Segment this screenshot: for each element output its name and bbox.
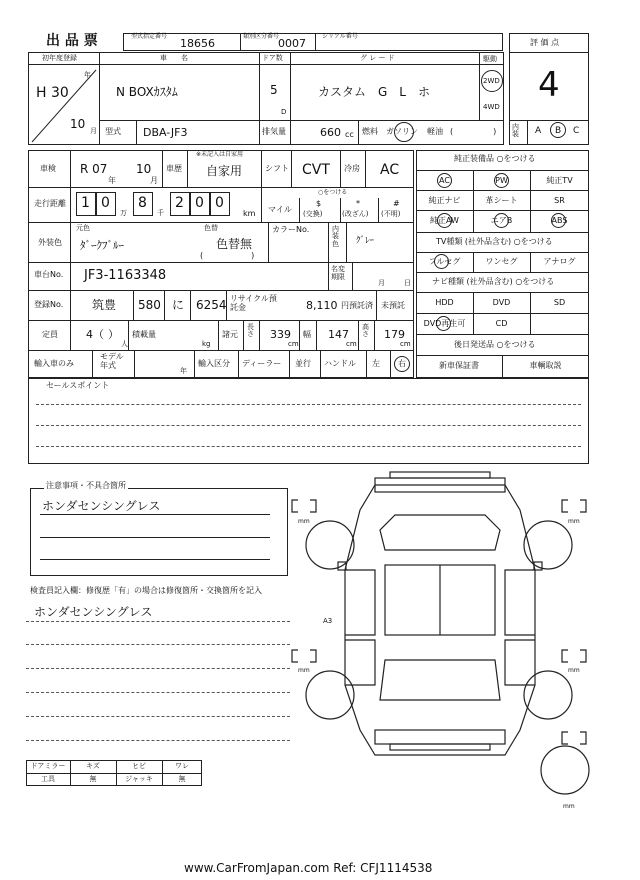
equip-airbag-circle [494,213,509,228]
parallel-label: 並行 [295,359,311,368]
length-label: 長さ [247,323,254,339]
width-unit: cm [346,340,357,348]
class-no: 0007 [278,37,306,50]
navi-title: ナビ種類 (社外品含む) ○をつける [432,277,555,286]
legend-tools: 工具 [41,775,55,783]
navi-dvd-play-circle [436,316,451,331]
color-change: 色替無 [216,237,253,251]
tampered-label: (改ざん) [342,210,369,218]
ac-label: 冷房 [344,164,360,173]
equip-ac: AC [439,176,450,185]
diagram-mark-a3: A3 [323,617,333,625]
recycle-status: 未預託 [381,301,405,310]
mm-unit-front-right: mm [568,518,580,525]
tv-fullseg: フルセグ [428,257,461,266]
name-label: 車 名 [160,54,188,62]
navi-hdd: HDD [435,298,454,307]
mileage-digit-4-value: 2 [175,195,184,211]
legend-jack-value: 無 [178,775,186,783]
height-value: 179 [384,328,405,341]
usage-label: 車歴 [166,164,182,173]
color-change-paren: ( ) [200,251,255,260]
year-unit: 年 [84,71,91,79]
fuel-diesel: 軽油 [427,127,443,136]
equip-abs: ABS [551,216,568,225]
navi-dvd: DVD [492,298,511,307]
usage-note: ※未記入は自家用 [196,151,244,158]
equip-aw: 純正AW [430,216,459,225]
footer-watermark: www.CarFromJapan.com Ref: CFJ1114538 [184,861,433,875]
legend-crack: ヒビ [132,762,146,770]
equip-ac-circle [437,173,452,188]
equip-abs-circle [551,213,566,228]
usage-value: 自家用 [206,164,243,178]
tv-fullseg-circle [434,254,449,269]
tv-analog: アナログ [543,257,576,266]
grade-value: カスタム G L ホ [318,85,430,99]
width-label: 幅 [303,330,311,339]
fuel-label: 燃料 [362,127,378,136]
interior-grade-a: A [535,126,542,136]
interior-label: 内装 [512,123,519,139]
handle-label: ハンドル [324,359,356,368]
capacity-paren: ） [108,328,119,341]
drive-2wd: 2WD [483,77,500,85]
model-value: DBA-JF3 [143,126,188,139]
shaken-month: 10 [136,162,152,176]
shaken-label: 車検 [40,164,56,173]
plate-class: 580 [138,298,161,312]
mileage-circle-note: ○をつける [318,189,348,196]
oem-title: 純正装備品 ○をつける [454,154,536,163]
name-change-month: 月 [378,279,385,287]
type-no: 18656 [180,37,215,50]
interior-grade-b: B [555,126,562,136]
capacity-unit: 人 [121,340,128,348]
door-count: 5 [270,83,278,97]
equip-aw-circle [437,213,452,228]
color-no-label: カラーNo. [272,225,310,234]
displacement-label: 排気量 [262,127,286,136]
type-no-label: 型式指定番号 [131,33,168,40]
dealer-label: ディーラー [242,359,282,368]
sales-point-box [28,378,589,464]
later-warranty: 新車保証書 [439,361,479,370]
handle-right-circle [394,356,410,372]
exterior-color: ﾀﾞｰｸﾌﾞﾙｰ [80,239,124,252]
car-damage-diagram [290,470,590,820]
equip-pw-circle [494,173,509,188]
shift-label: シフト [265,164,289,173]
interior-grade-c: C [573,126,580,136]
length-unit: cm [288,340,299,348]
original-color-label: 元色 [76,224,90,232]
dims-label: 諸元 [222,330,238,339]
km-unit: km [243,209,256,218]
navi-cd: CD [495,319,508,328]
handle-left: 左 [372,359,380,368]
import-type-label: 輸入区分 [198,359,230,368]
interior-color-label: 内装色 [332,225,339,248]
form-title: 出 品 票 [46,33,98,49]
legend-scratch: キズ [86,762,100,770]
recycle-suffix: 円預託済 [341,301,373,310]
tv-oneseg: ワンセグ [485,257,518,266]
equip-pw: PW [495,176,508,185]
exterior-label: 外装色 [38,238,62,247]
capacity-value: 4（ [86,328,104,341]
equip-leather: 革シート [485,196,518,205]
inspector-label: 検査員記入欄：修復歴「有」の場合は修復箇所・交換箇所を記入 [30,586,262,595]
recycle-label: リサイクル預託金 [230,294,277,313]
color-change-label: 色替 [204,224,218,232]
mileage-digit-5-value: 0 [195,195,204,211]
equip-navi: 純正ナビ [428,196,461,205]
name-change-label: 名変期限 [331,265,345,281]
tampered-symbol: * [356,199,360,208]
legend-jack: ジャッキ [125,775,153,783]
class-no-label: 類別区分番号 [243,33,280,40]
navi-sd: SD [553,298,566,307]
month-unit: 月 [90,127,97,135]
mm-unit-rear-right: mm [568,667,580,674]
later-title: 後日発送品 ○をつける [454,340,536,349]
equip-airbag: エアB [490,216,513,225]
load-label: 積載量 [132,330,156,339]
mile-label: マイル [268,205,292,214]
unknown-symbol: # [393,199,400,208]
score-value: 4 [538,65,560,105]
score-label: 評 価 点 [530,38,560,47]
doors-label: ドア数 [262,54,283,62]
recycle-amount: 8,110 [306,299,338,312]
length-value: 339 [270,328,291,341]
exchange-label: (交換) [303,210,323,218]
displacement-unit: cc [345,130,354,139]
mileage-digit-3-value: 8 [138,195,147,211]
width-value: 147 [328,328,349,341]
height-unit: cm [400,340,411,348]
later-manual: 車輌取説 [529,361,562,370]
first-reg-month: 10 [70,117,86,131]
legend-door-mirror: ドアミラー [30,762,66,770]
model-year-unit: 年 [180,367,187,375]
inspector-text: ホンダセンシングレス [34,605,153,619]
fuel-paren: ( ) [450,127,497,136]
ac-value: AC [380,162,400,178]
shift-value: CVT [302,162,330,178]
model-label: 型式 [105,127,121,136]
mileage-label: 走行距離 [34,199,66,208]
legend-break: ワレ [175,762,189,770]
legend-tools-value: 無 [89,775,97,783]
capacity-label: 定員 [42,330,58,339]
height-label: 高さ [362,323,369,339]
chassis-label: 車台No. [34,270,64,279]
plate-label: 登録No. [34,300,64,309]
plate-area: 筑豊 [92,298,117,312]
first-reg-year: H 30 [36,85,69,101]
exchange-symbol: $ [316,199,322,208]
year-label: 初年度登録 [42,54,77,62]
grade-label: グ レ ー ド [360,54,395,62]
model-year-label: モデル年式 [100,352,124,370]
drive-label: 駆動 [483,55,497,63]
plate-number: 6254 [196,298,227,312]
mm-unit-rear-left: mm [298,667,310,674]
import-only-label: 輸入車のみ [34,359,74,368]
door-suffix: D [281,108,287,116]
fuel-gasoline-circle [394,122,414,142]
interior-color: ｸﾞﾚｰ [356,236,375,246]
fuel-gasoline: ガソリン [386,127,418,136]
mileage-digit-1-value: 1 [81,195,90,211]
handle-right: 右 [398,359,406,368]
shaken-month-unit: 月 [150,176,158,185]
navi-dvd-play: DVD再生可 [423,319,466,328]
mileage-digit-6-value: 0 [215,195,224,211]
equip-tv: 純正TV [546,176,573,185]
load-unit: kg [202,340,211,348]
chassis-no: JF3-1163348 [84,268,167,283]
car-name: N BOXｶｽﾀﾑ [116,85,178,99]
mileage-digit-2-value: 0 [101,195,110,211]
shaken-year: R 07 [80,162,108,176]
equip-sr: SR [554,196,565,205]
drive-4wd: 4WD [483,103,500,111]
name-change-day: 日 [404,279,411,287]
plate-kana: に [172,298,185,312]
man-unit: 万 [120,209,127,217]
shaken-year-unit: 年 [108,176,116,185]
sen-unit: 千 [157,209,164,217]
caution-label: 注意事項・不具合箇所 [46,481,126,490]
tv-title: TV種類 (社外品含む) ○をつける [436,237,553,246]
mm-unit-front-left: mm [298,518,310,525]
unknown-label: (不明) [381,210,401,218]
serial-label: シリアル番号 [322,33,358,40]
mm-unit-spare: mm [563,803,575,810]
sales-point-label: セールスポイント [46,381,110,390]
displacement-value: 660 [320,126,341,139]
interior-b-circle [550,122,566,138]
caution-text: ホンダセンシングレス [42,499,161,513]
